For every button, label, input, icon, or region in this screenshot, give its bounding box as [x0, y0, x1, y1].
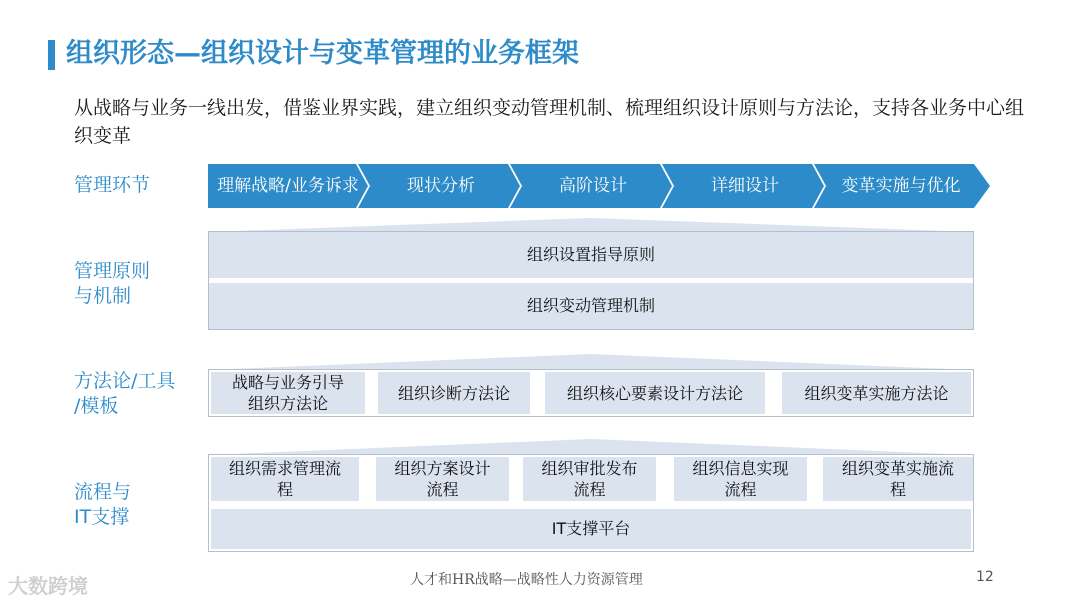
method-diagnosis: 组织诊断方法论	[378, 372, 530, 414]
intro-text: 从战略与业务一线出发，借鉴业界实践，建立组织变动管理机制、梳理组织设计原则与方法论，支持各业务中心组织变革	[74, 97, 1025, 147]
stage-label-2: 现状分析	[407, 176, 475, 196]
stage-label-4: 详细设计	[711, 176, 779, 196]
method-core-design: 组织核心要素设计方法论	[545, 372, 765, 414]
principle-guideline: 组织设置指导原则	[211, 234, 971, 276]
watermark-logo: 大数跨境	[8, 574, 88, 598]
stage-label-5: 变革实施与优化	[841, 176, 961, 196]
process-approval: 组织审批发布 流程	[523, 457, 656, 501]
row-label-process-line1: 流程与	[74, 481, 132, 503]
title-accent-bar	[48, 40, 55, 70]
stage-label-1: 理解战略/业务诉求	[217, 176, 359, 196]
process-demand: 组织需求管理流 程	[211, 457, 359, 501]
principles-triangle	[208, 216, 974, 232]
principle-mechanism: 组织变动管理机制	[211, 284, 971, 327]
row-label-principles-line1: 管理原则	[74, 260, 151, 282]
page-number: 12	[976, 569, 994, 585]
process-panel	[208, 454, 974, 552]
row-label-methods-line2: /模板	[74, 395, 119, 417]
row-label-principles	[74, 259, 150, 309]
footer-text: 人才和HR战略—战略性人力资源管理	[410, 572, 643, 588]
process-triangle	[208, 437, 974, 455]
row-label-methods-line1: 方法论/工具	[74, 370, 176, 392]
stage-chevrons	[208, 164, 992, 208]
methods-panel	[208, 369, 974, 417]
method-change-implementation: 组织变革实施方法论	[782, 372, 971, 414]
row-label-methods	[74, 369, 175, 419]
methods-triangle	[208, 352, 974, 370]
process-change: 组织变革实施流 程	[823, 457, 973, 501]
stage-label-3: 高阶设计	[559, 176, 627, 196]
row-label-principles-line2: 与机制	[74, 285, 132, 307]
row-label-process	[74, 480, 131, 530]
process-design: 组织方案设计 流程	[376, 457, 509, 501]
method-strategy: 战略与业务引导 组织方法论	[211, 372, 365, 414]
row-label-process-line2: IT支撑	[74, 506, 130, 528]
page-title: 组织形态—组织设计与变革管理的业务框架	[66, 38, 579, 69]
process-info: 组织信息实现 流程	[674, 457, 807, 501]
principles-divider	[209, 278, 973, 283]
it-platform: IT支撑平台	[211, 509, 971, 549]
row-label-stages: 管理环节	[74, 174, 151, 196]
principles-panel	[208, 231, 974, 330]
